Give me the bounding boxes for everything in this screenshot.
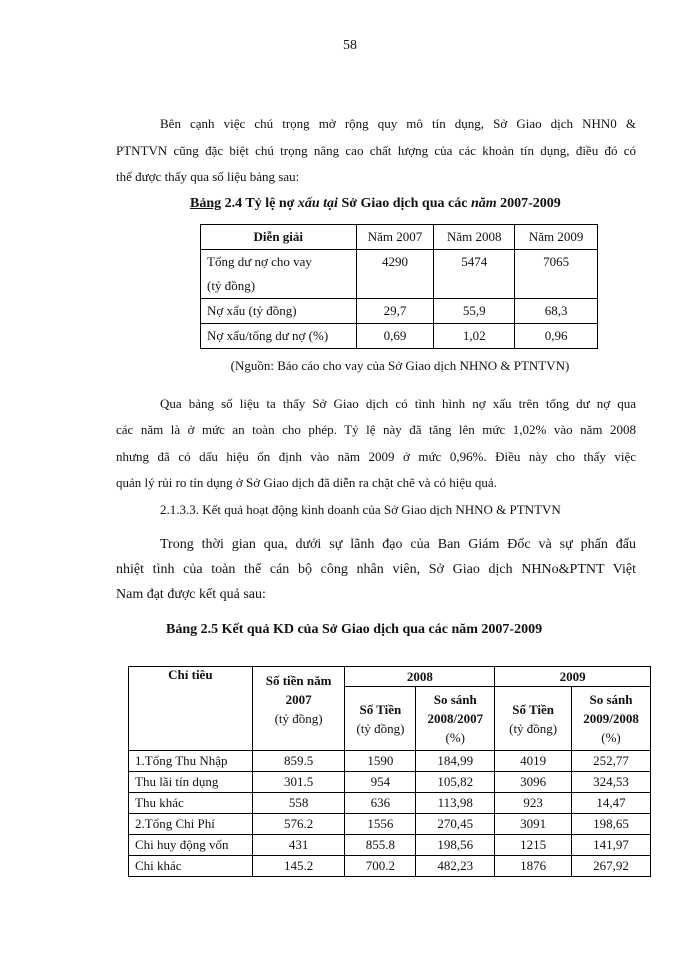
row-label: Chi khác [129,856,253,877]
row-label: Nợ xấu (tỷ đồng) [201,299,357,324]
section-heading: 2.1.3.3. Kết quả hoạt động kinh doanh của Sở Giao dịch NHNO & PTNTVN [160,502,561,517]
cell: 4019 [495,751,572,772]
table-row [201,250,598,299]
table-1-caption-prefix: Bảng [190,196,222,211]
cell: 1876 [495,856,572,877]
table-2-clip [128,666,652,878]
cell: 1,02 [434,324,515,349]
table-row [129,772,651,793]
header-so-tien-2008: Số Tiền (tỷ đồng) [345,687,416,751]
bad-debt-ratio-table [200,224,598,349]
header-nam-2008: Năm 2008 [434,225,515,250]
cell: 198,56 [416,835,495,856]
table-1-header-row [201,225,598,250]
cell: 859.5 [252,751,345,772]
header-nam-2007: Năm 2007 [356,225,434,250]
header-dien-giai: Diễn giải [201,225,357,250]
header-so-sanh-2008: So sánh 2008/2007 (%) [416,687,495,751]
row-label: Thu khác [129,793,253,814]
cell: 145.2 [252,856,345,877]
cell: 267,92 [572,856,651,877]
table-2-header-row-1 [129,667,651,687]
cell: 1215 [495,835,572,856]
cell: 431 [252,835,345,856]
cell: 14,47 [572,793,651,814]
cell: 3096 [495,772,572,793]
paragraph-2-line-1: Qua bảng số liệu ta thấy Sở Giao dịch có tình hình nợ xấu trên tổng dư nợ qua [160,396,636,411]
header-chi-tieu: Chỉ tiêu [129,667,253,751]
table-row [129,814,651,835]
cell: 198,65 [572,814,651,835]
cell: 482,23 [416,856,495,877]
header-nam-2009: Năm 2009 [515,225,598,250]
paragraph-2-line-3: nhưng đã có dấu hiệu ổn định vào năm 2009 ở mức 0,96%. Điều này cho thấy việc [116,449,636,464]
cell: 55,9 [434,299,515,324]
header-so-tien-2007: Số tiền năm 2007 (tỷ đồng) [252,667,345,751]
paragraph-1-line-3: thể được thấy qua số liệu bảng sau: [116,169,300,184]
row-label: Tổng dư nợ cho vay (tỷ đồng) [201,250,357,299]
table-1-source: (Nguồn: Báo cáo cho vay của Sở Giao dịch NHNO & PTNTVN) [230,358,570,373]
cell: 576.2 [252,814,345,835]
table-row [129,793,651,814]
row-label: Chi huy động vốn [129,835,253,856]
table-2-caption: Bảng 2.5 Kết quả KD của Sở Giao dịch qua các năm 2007-2009 [166,622,543,637]
cell: 636 [345,793,416,814]
cell: 324,53 [572,772,651,793]
table-row [201,299,598,324]
table-1-caption: Bảng 2.4 Tỷ lệ nợ xấu tại Sở Giao dịch qua các năm 2007-2009 [190,196,561,211]
cell: 923 [495,793,572,814]
cell: 7065 [515,250,598,299]
cell: 4290 [356,250,434,299]
cell: 5474 [434,250,515,299]
cell: 301.5 [252,772,345,793]
row-label: Thu lãi tín dụng [129,772,253,793]
header-2008: 2008 [345,667,495,687]
paragraph-2-line-4: quản lý rủi ro tín dụng ở Sở Giao dịch đã diễn ra chặt chẽ và có hiệu quả. [116,475,497,490]
cell: 105,82 [416,772,495,793]
cell: 0,69 [356,324,434,349]
table-row [129,835,651,856]
paragraph-3-line-1: Trong thời gian qua, dưới sự lãnh đạo của Ban Giám Đốc và sự phấn đấu [160,537,636,552]
cell: 68,3 [515,299,598,324]
cell: 855.8 [345,835,416,856]
row-label: Nợ xấu/tổng dư nợ (%) [201,324,357,349]
cell: 3091 [495,814,572,835]
row-label: 1.Tổng Thu Nhập [129,751,253,772]
paragraph-3-line-2: nhiệt tình của toàn thể cán bộ công nhân viên, Sở Giao dịch NHNo&PTNT Việt [116,562,636,577]
business-results-table [128,666,651,877]
paragraph-1-line-2: PTNTVN cũng đặc biệt chú trọng nâng cao chất lượng của các khoản tín dụng, điều đó có [116,143,636,158]
header-so-tien-2009: Số Tiền (tỷ đồng) [495,687,572,751]
page-number: 58 [343,38,357,53]
row-label: 2.Tổng Chi Phí [129,814,253,835]
paragraph-3-line-3: Nam đạt được kết quả sau: [116,587,266,602]
cell: 700.2 [345,856,416,877]
cell: 270,45 [416,814,495,835]
cell: 954 [345,772,416,793]
cell: 0,96 [515,324,598,349]
cell: 184,99 [416,751,495,772]
cell: 141,97 [572,835,651,856]
cell: 1556 [345,814,416,835]
cell: 1590 [345,751,416,772]
table-row [129,751,651,772]
cell: 558 [252,793,345,814]
paragraph-1-line-1: Bên cạnh việc chú trọng mở rộng quy mô tín dụng, Sở Giao dịch NHN0 & [160,116,636,131]
header-2009: 2009 [495,667,651,687]
cell: 29,7 [356,299,434,324]
table-row [201,324,598,349]
header-so-sanh-2009: So sánh 2009/2008 (%) [572,687,651,751]
cell: 113,98 [416,793,495,814]
paragraph-2-line-2: các năm là ở mức an toàn cho phép. Tỷ lệ này đã tăng lên mức 1,02% vào năm 2008 [116,422,636,437]
table-row [129,856,651,877]
cell: 252,77 [572,751,651,772]
